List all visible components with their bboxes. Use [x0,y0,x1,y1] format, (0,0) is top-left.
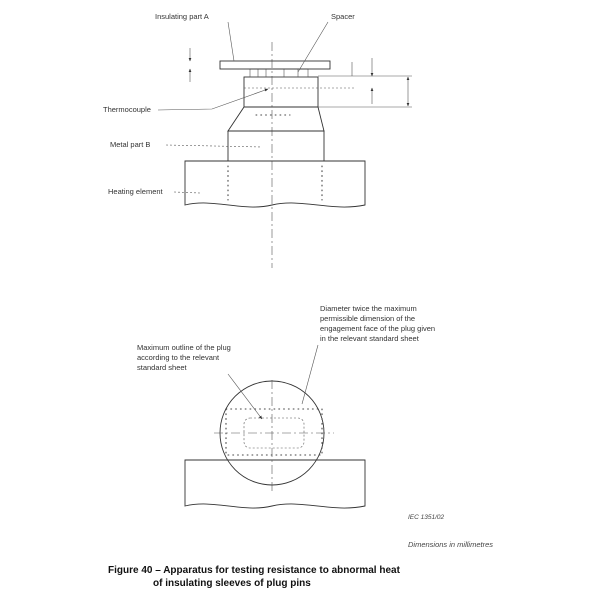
iec-reference: IEC 1351/02 [408,514,445,521]
outline-note [137,343,231,372]
diameter-note-line-2: permissible dimension of the [320,314,416,323]
label-metal-part-b: Metal part B [110,140,151,149]
diameter-note-line-3: engagement face of the plug given [320,324,436,333]
insulating-part-a [220,61,330,69]
label-thermocouple: Thermocouple [103,105,151,114]
leader-diameter-note [302,345,318,404]
top-heating-element [185,161,365,207]
tapered-section [228,107,324,131]
diameter-note-line-1: Diameter twice the maximum [320,304,417,313]
leader-spacer [298,22,328,72]
label-insulating-part-a: Insulating part A [155,12,209,21]
top-apparatus [103,12,412,268]
bottom-plan-view [137,304,435,508]
leader-outline-note [228,374,262,419]
label-heating-element: Heating element [108,187,163,196]
caption-line-1: Figure 40 – Apparatus for testing resistance to abnormal heat [108,565,400,576]
label-spacer: Spacer [331,12,355,21]
outline-note-line-3: standard sheet [137,363,187,372]
leader-metal-part-b [166,145,262,147]
thermocouple-block [244,77,318,107]
metal-part-b [228,131,324,161]
leader-insulating-part-a [228,22,234,61]
leader-heating-element [174,192,200,193]
diameter-note-line-4: in the relevant standard sheet [320,334,419,343]
outline-note-line-2: according to the relevant [137,353,220,362]
dimensions-note: Dimensions in millimetres [408,540,494,549]
outline-note-line-1: Maximum outline of the plug [137,343,231,352]
bottom-heating-element [185,460,365,508]
caption-line-2: of insulating sleeves of plug pins [153,578,311,589]
diameter-note [320,304,435,343]
